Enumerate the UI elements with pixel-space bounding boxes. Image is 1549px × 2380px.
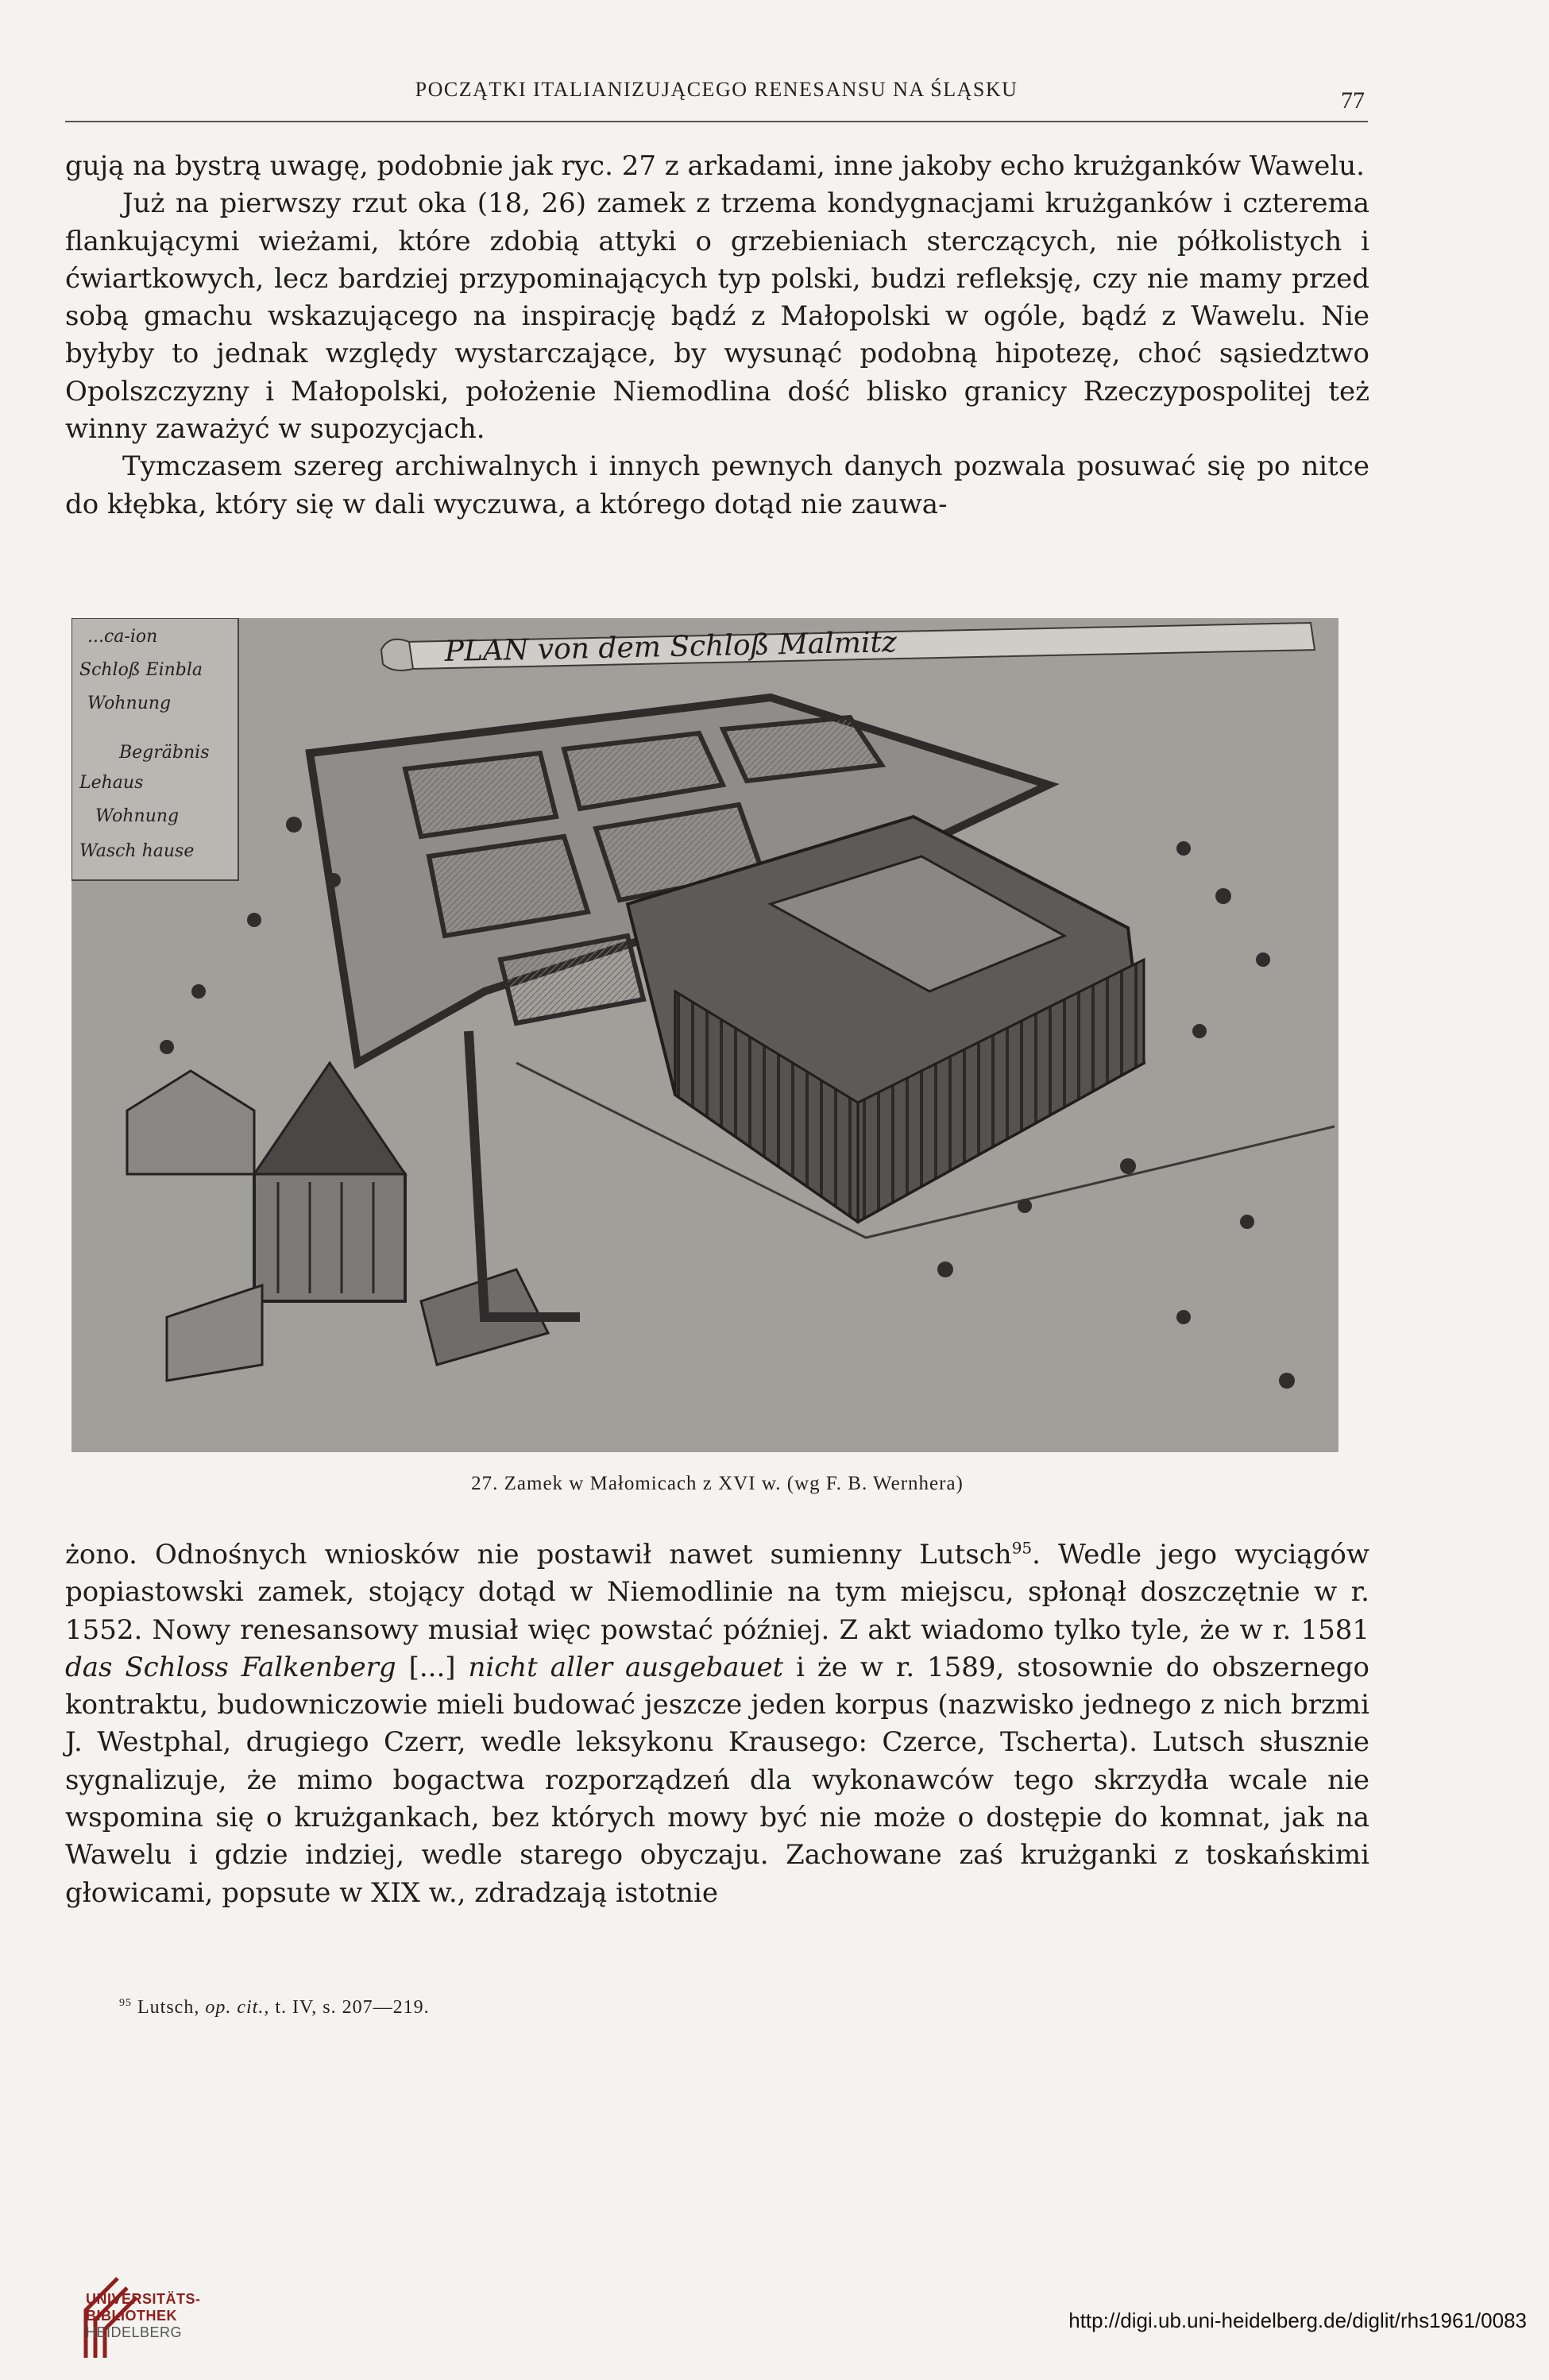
library-line: HEIDELBERG [86, 2324, 183, 2340]
body-text-bottom [65, 1536, 1369, 1912]
side-note: Wasch hause [79, 841, 195, 861]
text-run: [...] [396, 1651, 469, 1683]
library-line: UNIVERSITÄTS- [86, 2291, 201, 2307]
side-note: Lehaus [79, 773, 144, 793]
side-note: Wohnung [95, 806, 180, 826]
paragraph-3: Tymczasem szereg archiwalnych i innych pewnych danych pozwala posuwać się po nitce do kłębka, który się w dali wyczuwa, a którego dotąd nie zauwa- [65, 450, 1369, 520]
side-note: Wohnung [87, 694, 172, 713]
paragraph-4 [65, 1536, 1369, 1912]
footnote-number: 95 [119, 1997, 132, 2009]
side-note: Begräbnis [119, 743, 210, 763]
paragraph-2: Już na pierwszy rzut oka (18, 26) zamek z trzema kondygnacjami krużganków i czterema flankującymi wieżami, które zdobią attyki o grzebieniach sterczących, nie półkolistych i ćwiartkowych, lecz bardziej przypominających typ polski, budzi refleksję, czy nie mamy przed sobą gmachu wskazującego na inspirację bądź z Małopolski w ogóle, bądź z Wawelu. Nie byłyby to jednak względy wystarczające, by wysunąć podobną hipotezę, choć sąsiedztwo Opolszczyzny i Małopolski, położenie Niemodlina dość blisko granicy Rzeczypospolitej też winny zaważyć w supozycjach. [65, 187, 1369, 446]
footnote-author: Lutsch, [137, 1997, 200, 2018]
running-header [65, 73, 1368, 122]
footnote-ref: op. cit., [205, 1997, 270, 2018]
figure-plan-illustration [71, 618, 1338, 1452]
body-text-top [65, 148, 1369, 524]
footnote-reference: 95 [1011, 1538, 1033, 1558]
side-note: ...ca-ion [87, 627, 158, 647]
page-number: 77 [1341, 87, 1365, 114]
italic-quote: das Schloss Falkenberg [65, 1651, 396, 1683]
paragraph-1: gują na bystrą uwagę, podobnie jak ryc. 27 z arkadami, inne jakoby echo krużganków Wawelu. [65, 150, 1365, 182]
banner-text: PLAN von dem Schloß Malmitz [444, 626, 898, 668]
text-run: i że w r. 1589, stosownie do obszernego kontraktu, budowniczowie mieli budować jeszcze jeden korpus (nazwisko jednego z nich brzmi J. Westphal, drugiego Czerr, wedle leksykonu Krausego: Czerce, Tscherta). Lutsch słusznie sygnalizuje, że mimo bogactwa rozporządzeń dla wykonawców tego skrzydła wcale nie wspomina się o krużgankach, bez których mowy być nie może o dostępie do komnat, jak na Wawelu i gdzie indziej, wedle starego obyczaju. Zachowane zaś krużganki z toskańskimi głowicami, popsute w XIX w., zdradzają istotnie [65, 1651, 1369, 1909]
library-name [86, 2291, 201, 2341]
footnote-rest: t. IV, s. 207—219. [275, 1997, 430, 2018]
side-note: Schloß Einbla [79, 660, 203, 680]
text-run: żono. Odnośnych wniosków nie postawił nawet sumienny Lutsch [65, 1539, 1012, 1571]
footnote [119, 1997, 1311, 2019]
text-run: . Wedle jego wyciągów popiastowski zamek, stojący dotąd w Niemodlinie na tym miejscu, spłonął doszczętnie w r. 1552. Nowy renesansowy musiał więc powstać później. Z akt wiadomo tylko tyle, że w r. 1581 [65, 1539, 1369, 1646]
castle-plan-drawing [71, 618, 1338, 1452]
italic-quote: nicht aller ausgebauet [468, 1651, 784, 1683]
running-title: POCZĄTKI ITALIANIZUJĄCEGO RENESANSU NA ŚLĄSKU [415, 78, 1018, 101]
library-line: BIBLIOTHEK [86, 2308, 177, 2324]
source-url-link[interactable]: http://digi.ub.uni-heidelberg.de/diglit/rhs1961/0083 [1068, 2309, 1527, 2332]
figure-caption: 27. Zamek w Małomicach z XVI w. (wg F. B. Wernhera) [471, 1473, 964, 1494]
